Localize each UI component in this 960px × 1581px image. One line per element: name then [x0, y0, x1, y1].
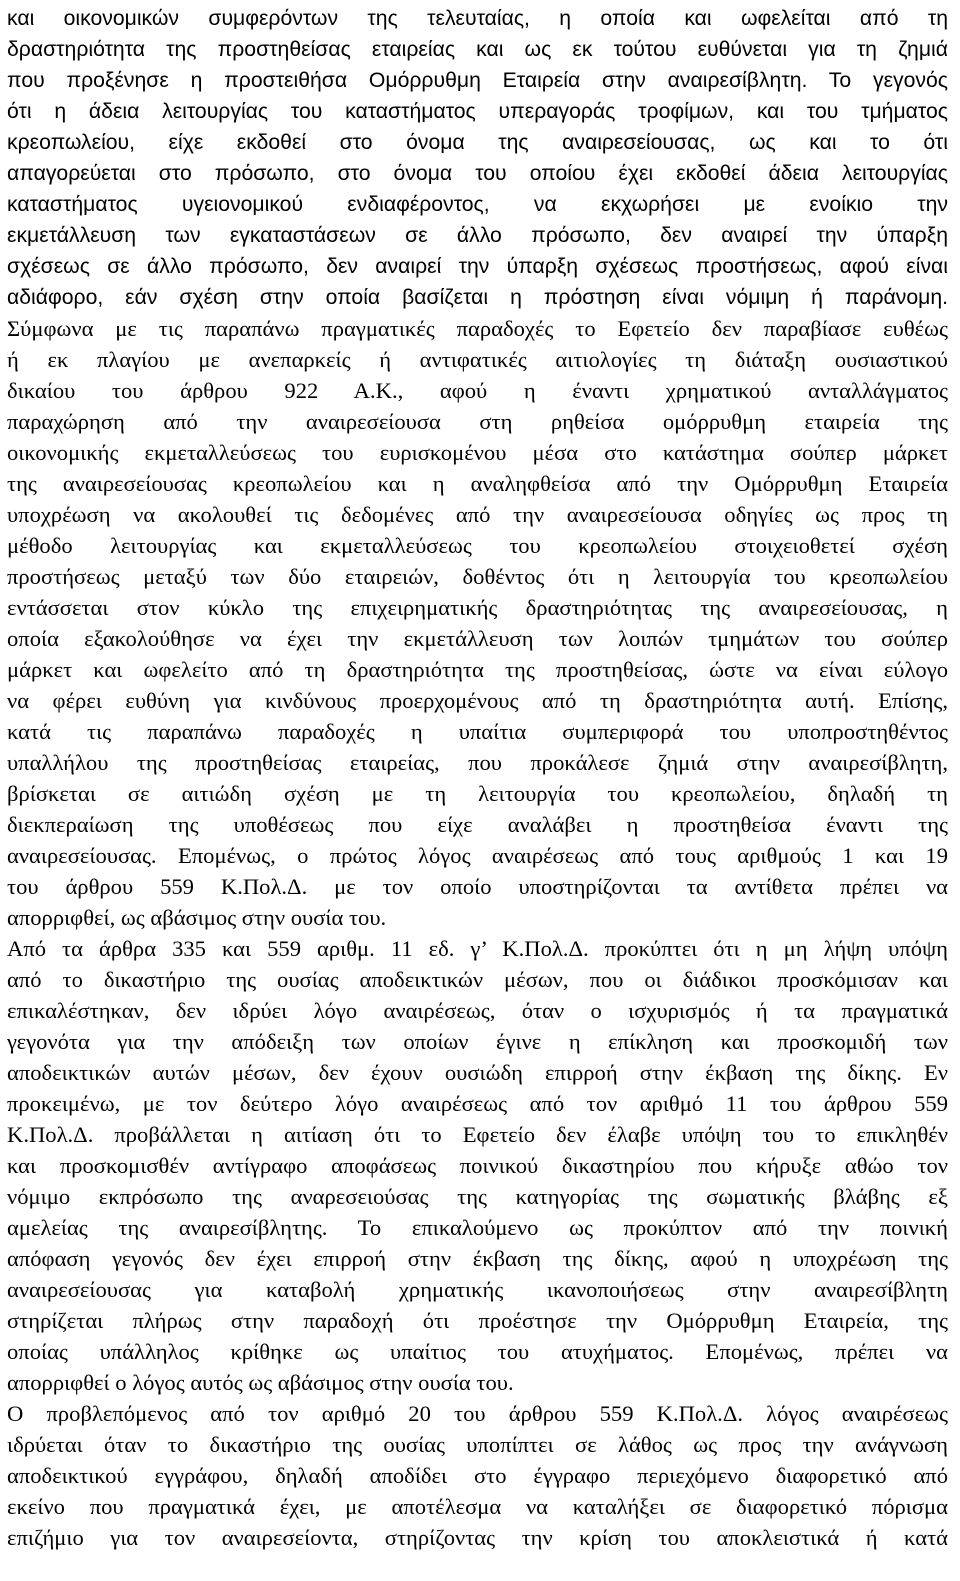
text-line: αναιρεσείουσας για καταβολή χρηματικής ικανοποιήσεως στην αναιρεσίβλητη: [7, 1277, 948, 1302]
text-line: καταστήματος υγειονομικού ενδιαφέροντος, να εκχωρήσει με ενοίκιο την: [7, 193, 948, 216]
text-line: οποίας υπάλληλος κρίθηκε ως υπαίτιος του ατυχήματος. Επομένως, πρέπει να: [7, 1339, 948, 1364]
text-line: της αναιρεσείουσας κρεοπωλείου και η αναληφθείσα από την Ομόρρυθμη Εταιρεία: [7, 471, 948, 496]
text-line: προστήσεως μεταξύ των δύο εταιρειών, δοθέντος ότι η λειτουργία του κρεοπωλείου: [7, 564, 948, 589]
text-line: Σύμφωνα με τις παραπάνω πραγματικές παραδοχές το Εφετείο δεν παραβίασε ευθέως: [7, 316, 948, 341]
text-line: απορριφθεί, ως αβάσιμος στην ουσία του.: [7, 905, 387, 930]
text-line: δραστηριότητα της προστηθείσας εταιρείας και ως εκ τούτου ευθύνεται για τη ζημιά: [7, 38, 948, 61]
text-line: επιζήμιο για τον αναιρεσείοντα, στηρίζοντας την κρίση του αποκλειστικά ή κατά: [7, 1525, 948, 1550]
text-line: Κ.Πολ.Δ. προβάλλεται η αιτίαση ότι το Εφετείο δεν έλαβε υπόψη του το επικληθέν: [7, 1122, 948, 1147]
text-line: νόμιμο εκπρόσωπο της αναρεσειούσας της κατηγορίας της σωματικής βλάβης εξ: [7, 1184, 948, 1209]
text-line: επικαλέστηκαν, δεν ιδρύει λόγο αναιρέσεως, όταν ο ισχυρισμός ή τα πραγματικά: [7, 998, 948, 1023]
text-line: του άρθρου 559 Κ.Πολ.Δ. με τον οποίο υποστηρίζονται τα αντίθετα πρέπει να: [7, 874, 948, 899]
text-line: οικονομικής εκμεταλλεύσεως του ευρισκομένου μέσα στο κατάστημα σούπερ μάρκετ: [7, 440, 948, 465]
text-line: και οικονομικών συμφερόντων της τελευταίας, η οποία και ωφελείται από τη: [7, 7, 948, 30]
text-line: αποδεικτικού εγγράφου, δηλαδή αποδίδει στο έγγραφο περιεχόμενο διαφορετικό από: [7, 1463, 948, 1488]
text-line: κατά τις παραπάνω παραδοχές η υπαίτια συμπεριφορά του υποπροστηθέντος: [7, 719, 948, 744]
text-line: αναιρεσείουσας. Επομένως, ο πρώτος λόγος αναιρέσεως από τους αριθμούς 1 και 19: [7, 843, 948, 868]
text-line: να φέρει ευθύνη για κινδύνους προερχομένους από τη δραστηριότητα αυτή. Επίσης,: [7, 688, 948, 713]
text-line: σχέσεως σε άλλο πρόσωπο, δεν αναιρεί την ύπαρξη σχέσεως προστήσεως, αφού είναι: [7, 255, 948, 278]
text-line: εκμετάλλευση των εγκαταστάσεων σε άλλο πρόσωπο, δεν αναιρεί την ύπαρξη: [7, 224, 948, 247]
text-line: και προσκομισθέν αντίγραφο αποφάσεως ποινικού δικαστηρίου που κήρυξε αθώο τον: [7, 1153, 948, 1178]
text-line: υποχρέωση να ακολουθεί τις δεδομένες από την αναιρεσείουσα οδηγίες ως προς τη: [7, 502, 948, 527]
text-line: κρεοπωλείου, είχε εκδοθεί στο όνομα της αναιρεσείουσας, ως και το ότι: [7, 131, 948, 154]
text-line: εκείνο που πραγματικά έχει, με αποτέλεσμα να καταλήξει σε διαφορετικό πόρισμα: [7, 1494, 948, 1519]
text-line: μάρκετ και ωφελείτο από τη δραστηριότητα της προστηθείσας, ώστε να είναι εύλογο: [7, 657, 948, 682]
text-line: απαγορεύεται στο πρόσωπο, στο όνομα του οποίου έχει εκδοθεί άδεια λειτουργίας: [7, 162, 948, 185]
text-line: αμελείας της αναιρεσίβλητης. Το επικαλούμενο ως προκύπτον από την ποινική: [7, 1215, 948, 1240]
text-line: αδιάφορο, εάν σχέση στην οποία βασίζεται η πρόστηση είναι νόμιμη ή παράνομη.: [7, 286, 948, 309]
text-line: γεγονότα για την απόδειξη των οποίων έγινε η επίκληση και προσκομιδή των: [7, 1029, 948, 1054]
text-line: παραχώρηση από την αναιρεσείουσα στη ρηθείσα ομόρρυθμη εταιρεία της: [7, 409, 948, 434]
text-line: αποδεικτικών αυτών μέσων, δεν έχουν ουσιώδη επιρροή στην έκβαση της δίκης. Εν: [7, 1060, 948, 1085]
text-line: που προξένησε η προστειθήσα Ομόρρυθμη Εταιρεία στην αναιρεσίβλητη. Το γεγονός: [7, 69, 948, 92]
text-line: Ο προβλεπόμενος από τον αριθμό 20 του άρθρου 559 Κ.Πολ.Δ. λόγος αναιρέσεως: [7, 1401, 948, 1426]
text-line: Από τα άρθρα 335 και 559 αριθμ. 11 εδ. γ’ Κ.Πολ.Δ. προκύπτει ότι η μη λήψη υπόψη: [7, 936, 948, 961]
text-line: υπαλλήλου της προστηθείσας εταιρείας, που προκάλεσε ζημιά στην αναιρεσίβλητη,: [7, 750, 948, 775]
text-line: ιδρύεται όταν το δικαστήριο της ουσίας υποπίπτει σε λάθος ως προς την ανάγνωση: [7, 1432, 948, 1457]
text-line: από το δικαστήριο της ουσίας αποδεικτικών μέσων, που οι διάδικοι προσκόμισαν και: [7, 967, 948, 992]
text-line: δικαίου του άρθρου 922 Α.Κ., αφού η έναντι χρηματικού ανταλλάγματος: [7, 378, 948, 403]
text-line: απορριφθεί ο λόγος αυτός ως αβάσιμος στην ουσία του.: [7, 1370, 514, 1395]
text-line: μέθοδο λειτουργίας και εκμεταλλεύσεως του κρεοπωλείου στοιχειοθετεί σχέση: [7, 533, 948, 558]
text-line: διεκπεραίωση της υποθέσεως που είχε αναλάβει η προστηθείσα έναντι της: [7, 812, 948, 837]
text-line: βρίσκεται σε αιτιώδη σχέση με τη λειτουργία του κρεοπωλείου, δηλαδή τη: [7, 781, 948, 806]
text-line: οποία εξακολούθησε να έχει την εκμετάλλευση των λοιπών τμημάτων του σούπερ: [7, 626, 948, 651]
text-line: προκειμένω, με τον δεύτερο λόγο αναιρέσεως από τον αριθμό 11 του άρθρου 559: [7, 1091, 948, 1116]
text-line: εντάσσεται στον κύκλο της επιχειρηματικής δραστηριότητας της αναιρεσείουσας, η: [7, 595, 948, 620]
text-line: στηρίζεται πλήρως στην παραδοχή ότι προέστησε την Ομόρρυθμη Εταιρεία, της: [7, 1308, 948, 1333]
text-line: απόφαση γεγονός δεν έχει επιρροή στην έκβαση της δίκης, αφού η υποχρέωση της: [7, 1246, 948, 1271]
text-line: ή εκ πλαγίου με ανεπαρκείς ή αντιφατικές αιτιολογίες τη διάταξη ουσιαστικού: [7, 347, 948, 372]
text-line: ότι η άδεια λειτουργίας του καταστήματος υπεραγοράς τροφίμων, και του τμήματος: [7, 100, 948, 123]
